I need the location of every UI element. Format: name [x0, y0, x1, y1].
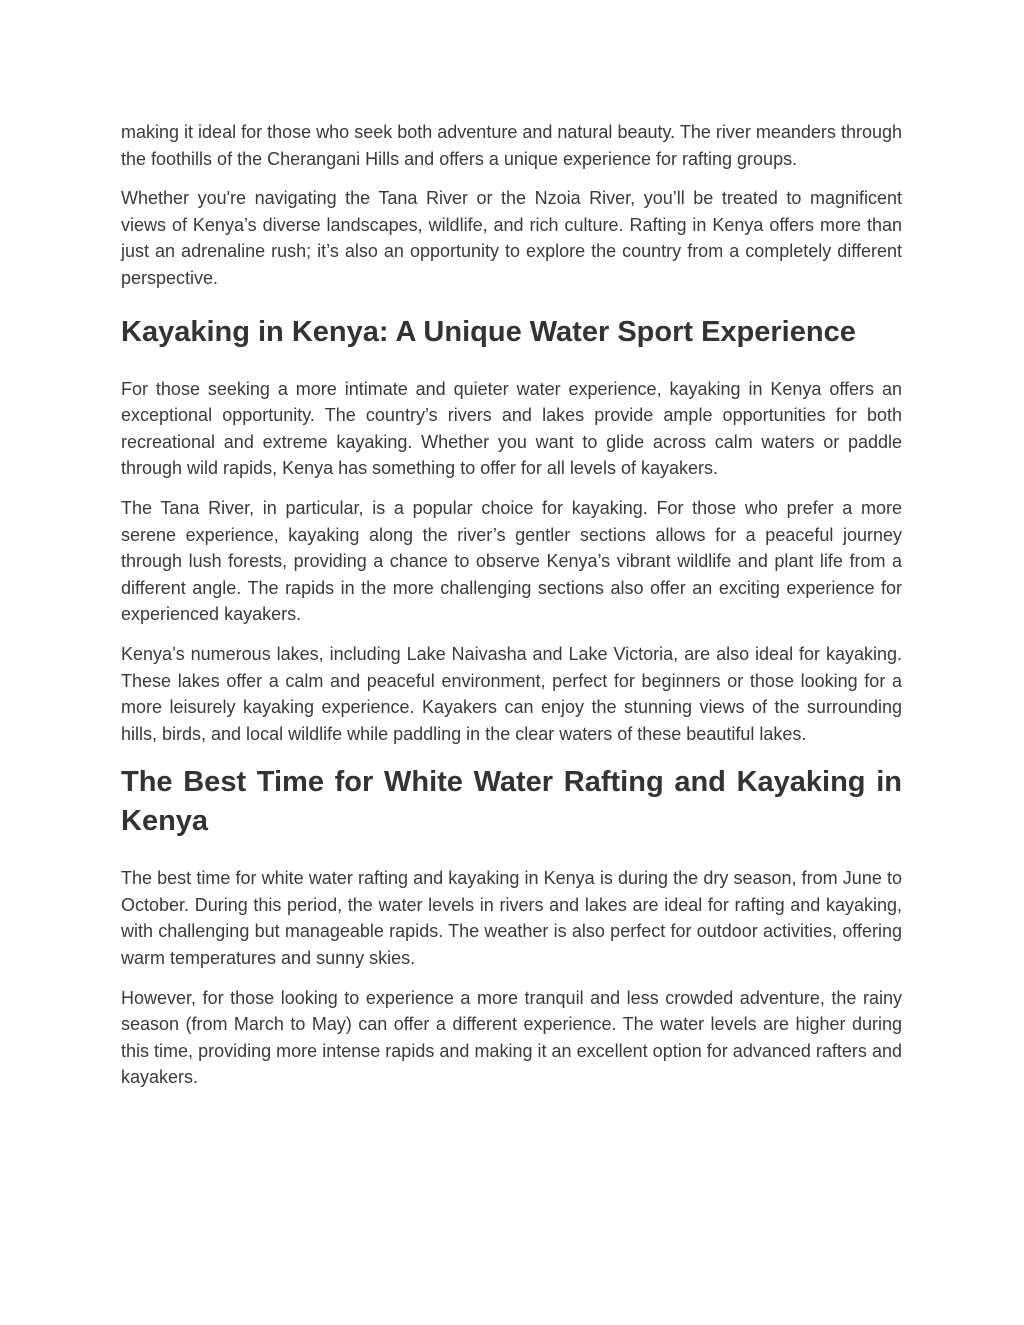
document-page [121, 119, 902, 1104]
paragraph-kayaking-1: For those seeking a more intimate and quieter water experience, kayaking in Kenya offers an exceptional opportunity. The country’s rivers and lakes provide ample opportunities for both recreational and extreme kayaking. Whether you want to glide across calm waters or paddle through wild rapids, Kenya has something to offer for all levels of kayakers. [121, 378, 902, 479]
paragraph-intro-1: making it ideal for those who seek both adventure and natural beauty. The river meanders through the foothills of the Cherangani Hills and offers a unique experience for rafting groups. [121, 122, 902, 169]
paragraph-kayaking-2: The Tana River, in particular, is a popular choice for kayaking. For those who prefer a more serene experience, kayaking along the river’s gentler sections allows for a peaceful journey through lush forests, providing a chance to observe Kenya’s vibrant wildlife and plant life from a different angle. The rapids in the more challenging sections also offer an exciting experience for experienced kayakers. [121, 497, 902, 625]
paragraph-best-time-1: The best time for white water rafting and kayaking in Kenya is during the dry season, from June to October. During this period, the water levels in rivers and lakes are ideal for rafting and kayaking, with challenging but manageable rapids. The weather is also perfect for outdoor activities, offering warm temperatures and sunny skies. [121, 868, 902, 969]
paragraph-intro-2: Whether you're navigating the Tana River or the Nzoia River, you’ll be treated to magnificent views of Kenya’s diverse landscapes, wildlife, and rich culture. Rafting in Kenya offers more than just an adrenaline rush; it’s also an opportunity to explore the country from a completely different perspective. [121, 188, 902, 288]
heading-kayaking: Kayaking in Kenya: A Unique Water Sport Experience [121, 315, 856, 348]
paragraph-best-time-2: However, for those looking to experience a more tranquil and less crowded adventure, the rainy season (from March to May) can offer a different experience. The water levels are higher during this time, providing more intense rapids and making it an excellent option for advanced rafters and kayakers. [121, 987, 902, 1088]
heading-best-time: The Best Time for White Water Rafting and Kayaking in Kenya [121, 766, 902, 838]
paragraph-kayaking-3: Kenya’s numerous lakes, including Lake Naivasha and Lake Victoria, are also ideal for kayaking. These lakes offer a calm and peaceful environment, perfect for beginners or those looking for a more leisurely kayaking experience. Kayakers can enjoy the stunning views of the surrounding hills, birds, and local wildlife while paddling in the clear waters of these beautiful lakes. [121, 643, 902, 744]
